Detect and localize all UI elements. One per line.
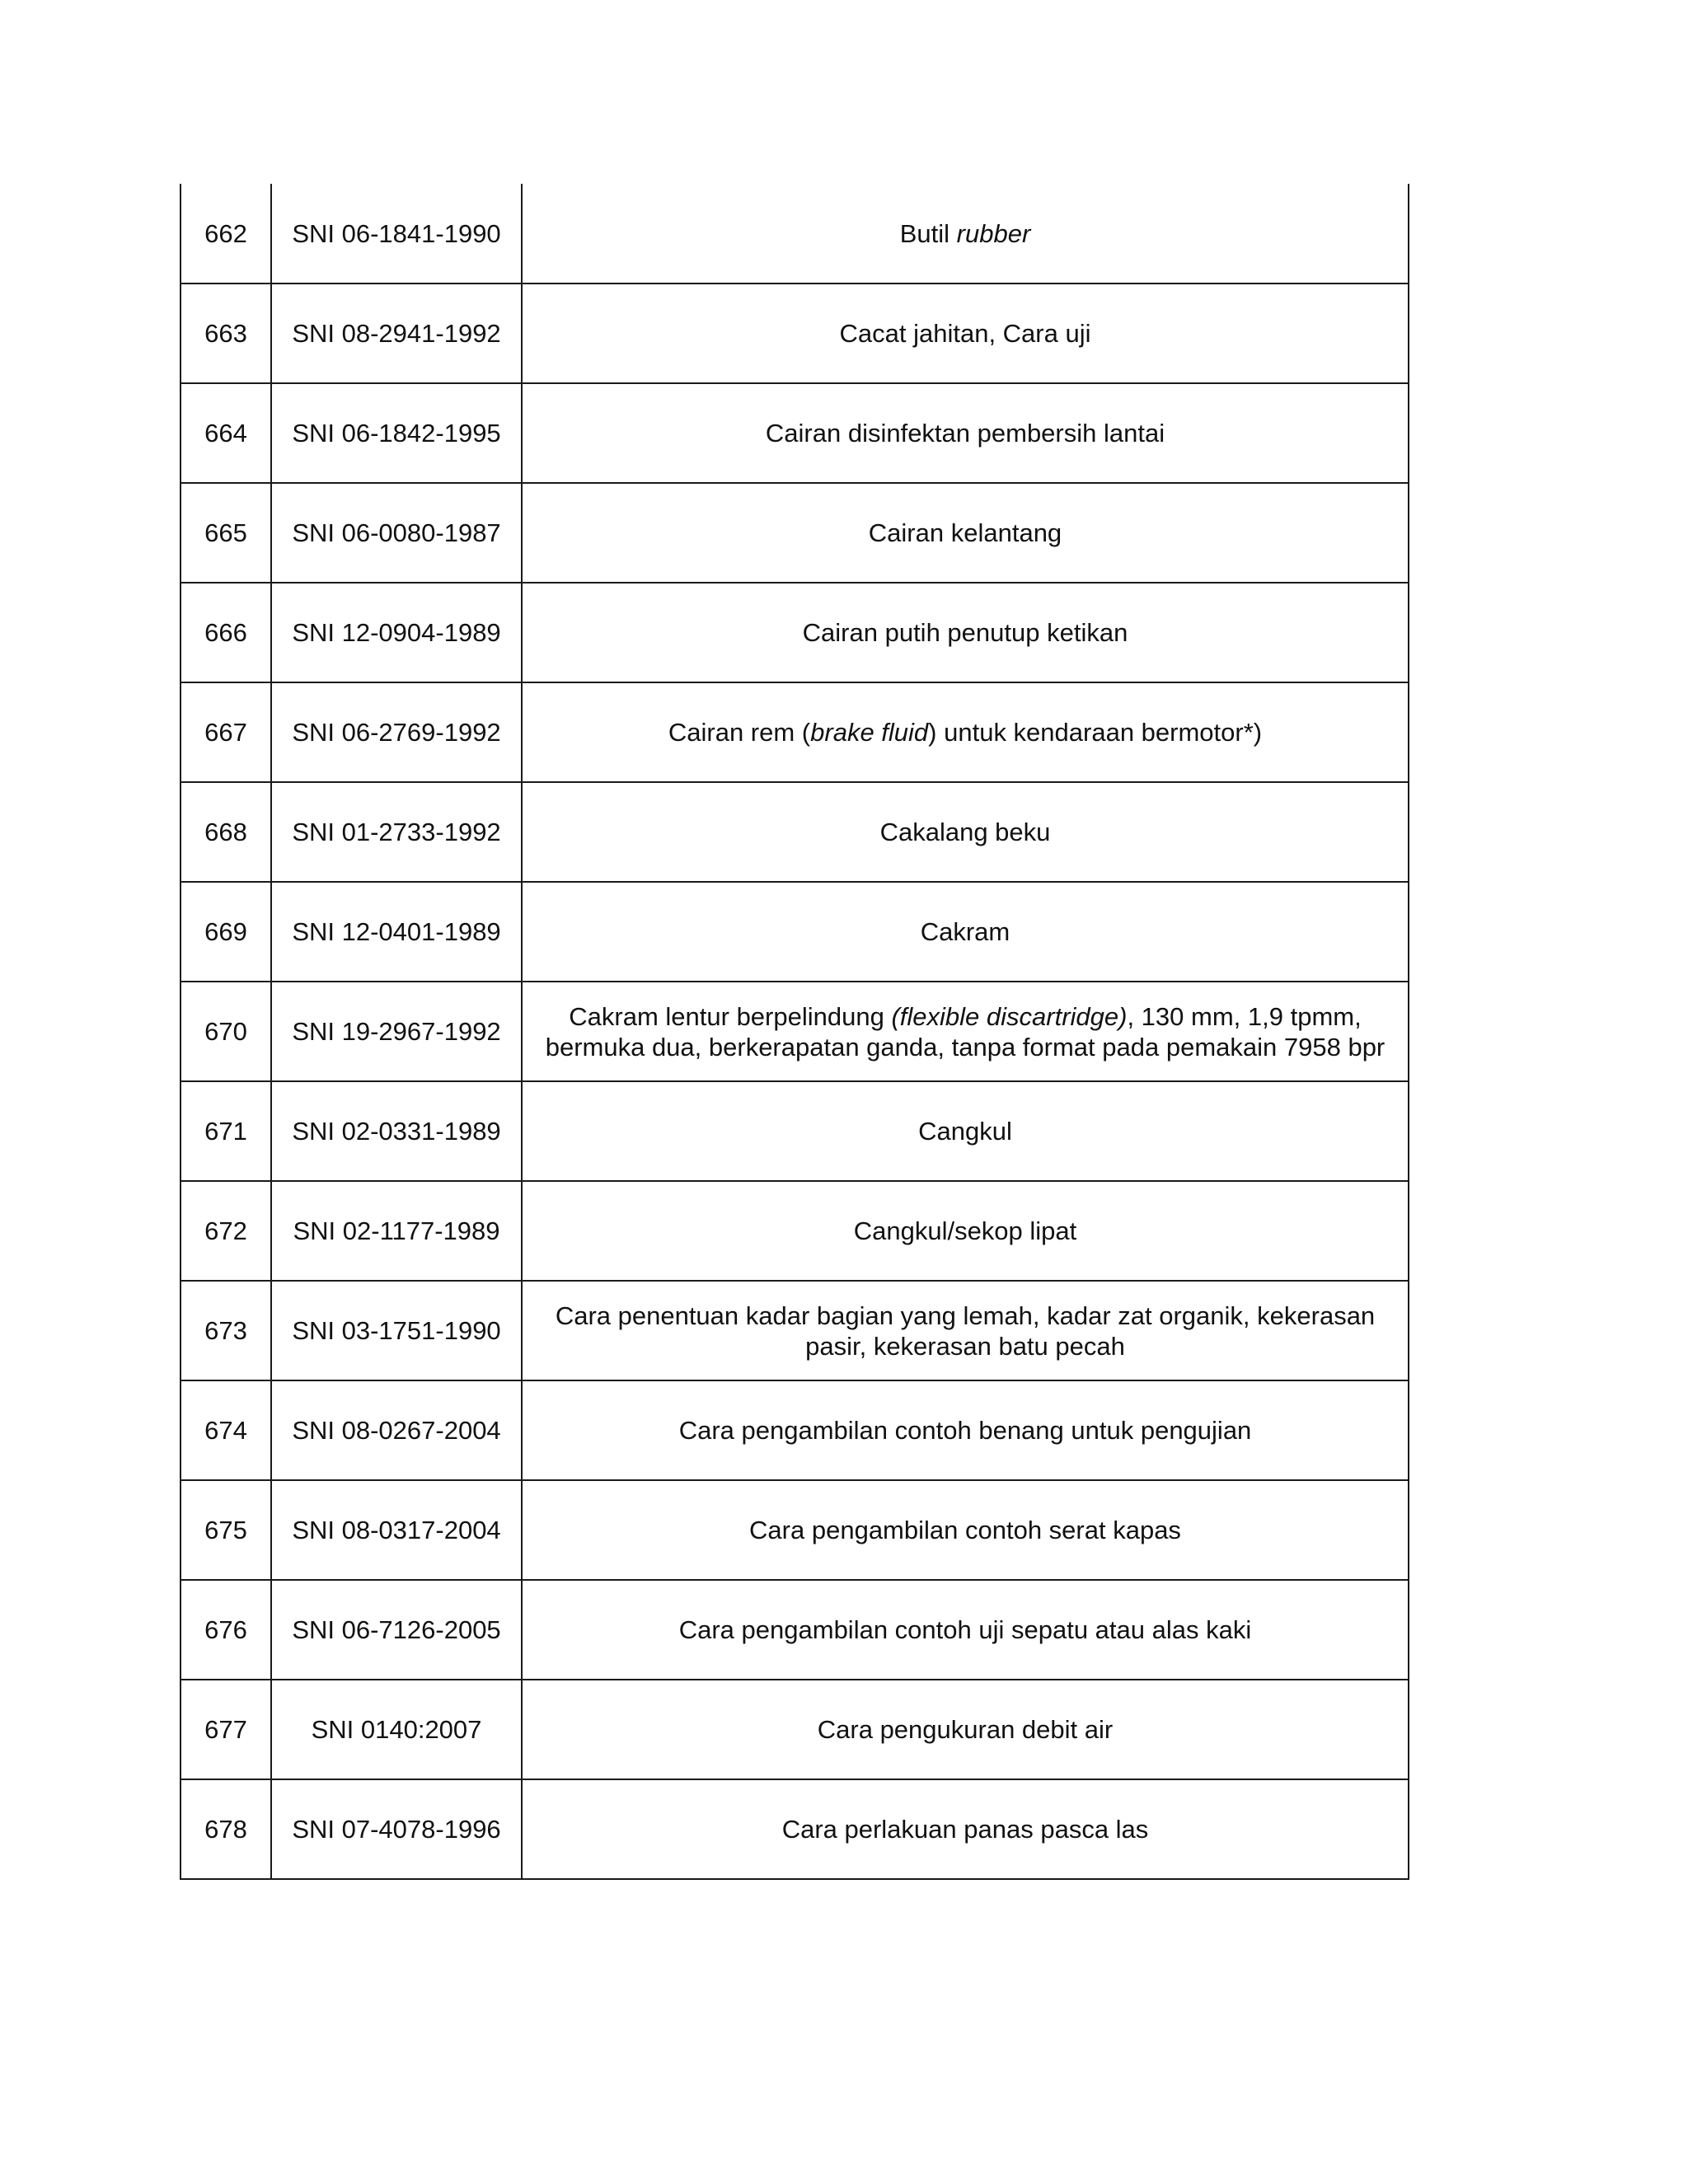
title-text-segment: Cara perlakuan panas pasca las — [781, 1815, 1149, 1844]
title-italic-segment: (flexible discartridge) — [891, 1001, 1128, 1031]
standard-code-cell: SNI 08-0317-2004 — [271, 1480, 522, 1580]
title-text-segment: Cara pengambilan contoh serat kapas — [749, 1516, 1181, 1544]
row-number-cell: 663 — [181, 284, 271, 383]
title-text-segment: Cara pengambilan contoh uji sepatu atau alas kaki — [678, 1615, 1252, 1644]
standard-code-cell: SNI 06-1841-1990 — [271, 184, 522, 284]
title-text-segment: Cangkul/sekop lipat — [853, 1216, 1077, 1245]
standard-code-cell: SNI 06-2769-1992 — [271, 682, 522, 782]
table-row — [181, 1480, 1409, 1580]
standard-code-cell: SNI 01-2733-1992 — [271, 782, 522, 882]
standard-code-cell: SNI 08-0267-2004 — [271, 1380, 522, 1480]
standard-title-cell — [522, 1281, 1409, 1380]
row-number-cell: 664 — [181, 383, 271, 483]
row-number-cell: 675 — [181, 1480, 271, 1580]
standard-title-cell — [522, 782, 1409, 882]
row-number-cell: 673 — [181, 1281, 271, 1380]
standard-title-cell — [522, 1380, 1409, 1480]
standard-title-cell — [522, 583, 1409, 682]
title-text-segment: Cara penentuan kadar bagian yang lemah, kadar zat organik, kekerasan pasir, kekerasan batu pecah — [555, 1301, 1376, 1361]
table-row — [181, 184, 1409, 284]
row-number-cell: 668 — [181, 782, 271, 882]
title-text-segment: Cairan kelantang — [868, 518, 1062, 547]
standard-code-cell: SNI 07-4078-1996 — [271, 1779, 522, 1879]
table-row — [181, 583, 1409, 682]
standard-code-cell: SNI 02-0331-1989 — [271, 1081, 522, 1181]
standard-title-cell — [522, 1081, 1409, 1181]
standard-code-cell: SNI 0140:2007 — [271, 1680, 522, 1779]
row-number-cell: 672 — [181, 1181, 271, 1281]
standard-title-cell — [522, 1779, 1409, 1879]
row-number-cell: 667 — [181, 682, 271, 782]
row-number-cell: 677 — [181, 1680, 271, 1779]
title-italic-segment: brake fluid — [810, 718, 929, 747]
row-number-cell: 670 — [181, 982, 271, 1081]
standard-code-cell: SNI 03-1751-1990 — [271, 1281, 522, 1380]
row-number-cell: 671 — [181, 1081, 271, 1181]
standard-title-cell — [522, 682, 1409, 782]
standard-code-cell: SNI 19-2967-1992 — [271, 982, 522, 1081]
title-text-segment: Cairan putih penutup ketikan — [802, 618, 1128, 647]
table-row — [181, 1181, 1409, 1281]
standard-title-cell — [522, 383, 1409, 483]
row-number-cell: 665 — [181, 483, 271, 583]
table-row — [181, 1081, 1409, 1181]
title-text-segment: Cakram lentur berpelindung — [569, 1001, 892, 1031]
table-row — [181, 882, 1409, 982]
standard-code-cell: SNI 12-0904-1989 — [271, 583, 522, 682]
title-text-segment: Cacat jahitan, Cara uji — [839, 319, 1091, 348]
table-row — [181, 1580, 1409, 1680]
table-row — [181, 1779, 1409, 1879]
title-text-segment: Butil — [899, 218, 957, 248]
table-body — [181, 184, 1409, 1879]
standard-title-cell — [522, 284, 1409, 383]
title-text-segment: Cakalang beku — [879, 818, 1051, 846]
title-text-segment: Cairan disinfektan pembersih lantai — [765, 419, 1165, 448]
table-row — [181, 682, 1409, 782]
table-row — [181, 284, 1409, 383]
standard-code-cell: SNI 02-1177-1989 — [271, 1181, 522, 1281]
row-number-cell: 676 — [181, 1580, 271, 1680]
row-number-cell: 666 — [181, 583, 271, 682]
standard-title-cell — [522, 1580, 1409, 1680]
table-row — [181, 782, 1409, 882]
title-text-segment: Cakram — [920, 917, 1010, 946]
title-italic-segment: rubber — [956, 218, 1031, 248]
standard-title-cell — [522, 184, 1409, 284]
standard-title-cell — [522, 1480, 1409, 1580]
standard-code-cell: SNI 06-1842-1995 — [271, 383, 522, 483]
title-text-segment: Cairan rem ( — [668, 718, 811, 747]
standard-title-cell — [522, 483, 1409, 583]
table-row — [181, 1380, 1409, 1480]
row-number-cell: 678 — [181, 1779, 271, 1879]
title-text-segment: Cara pengukuran debit air — [817, 1715, 1114, 1744]
row-number-cell: 674 — [181, 1380, 271, 1480]
standard-code-cell: SNI 08-2941-1992 — [271, 284, 522, 383]
sni-standards-table — [180, 184, 1409, 1880]
table-row — [181, 483, 1409, 583]
table-row — [181, 383, 1409, 483]
table-row — [181, 982, 1409, 1081]
table-row — [181, 1281, 1409, 1380]
standard-title-cell — [522, 882, 1409, 982]
title-text-segment: Cangkul — [918, 1117, 1012, 1146]
title-text-segment: , 130 mm, 1,9 tpmm, bermuka dua, berkerapatan ganda, tanpa format pada pemakain 7958 bpr — [545, 1001, 1386, 1062]
standard-title-cell — [522, 982, 1409, 1081]
title-text-segment: Cara pengambilan contoh benang untuk pengujian — [678, 1416, 1252, 1445]
standard-title-cell — [522, 1680, 1409, 1779]
title-text-segment: ) untuk kendaraan bermotor*) — [928, 718, 1263, 747]
row-number-cell: 662 — [181, 184, 271, 284]
row-number-cell: 669 — [181, 882, 271, 982]
standard-code-cell: SNI 06-0080-1987 — [271, 483, 522, 583]
standard-code-cell: SNI 06-7126-2005 — [271, 1580, 522, 1680]
table-row — [181, 1680, 1409, 1779]
standard-code-cell: SNI 12-0401-1989 — [271, 882, 522, 982]
standard-title-cell — [522, 1181, 1409, 1281]
